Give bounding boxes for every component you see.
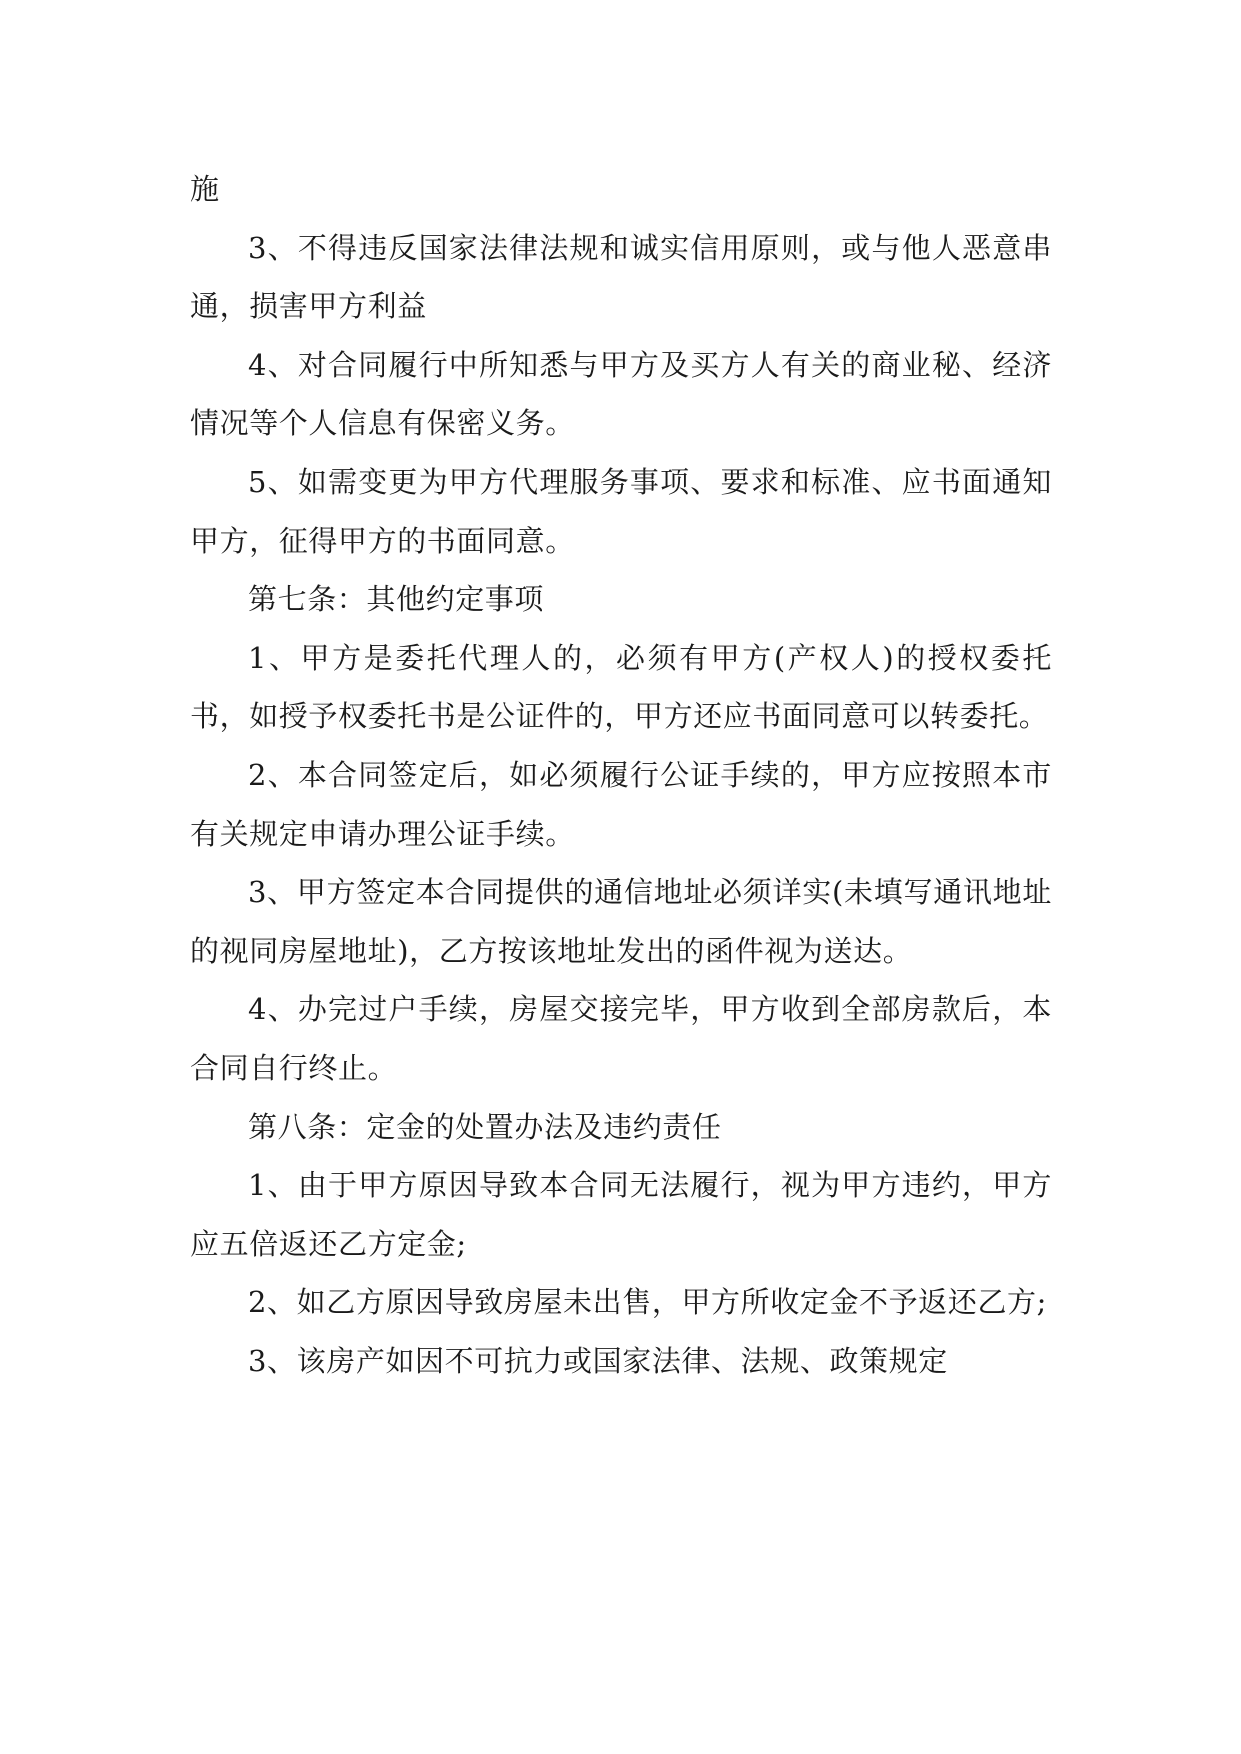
paragraph: 4、对合同履行中所知悉与甲方及买方人有关的商业秘、经济情况等个人信息有保密义务。 bbox=[190, 347, 1052, 441]
paragraph: 4、办完过户手续，房屋交接完毕，甲方收到全部房款后，本合同自行终止。 bbox=[190, 992, 1052, 1085]
paragraph: 1、由于甲方原因导致本合同无法履行，视为甲方违约，甲方应五倍返还乙方定金; bbox=[190, 1168, 1052, 1261]
paragraph: 2、本合同签定后，如必须履行公证手续的，甲方应按照本市有关规定申请办理公证手续。 bbox=[190, 757, 1052, 851]
paragraph: 施 bbox=[190, 172, 220, 206]
paragraph: 3、甲方签定本合同提供的通信地址必须详实(未填写通讯地址的视同房屋地址)，乙方按该地址发出的函件视为送达。 bbox=[190, 875, 1052, 968]
document-body bbox=[190, 160, 1052, 1390]
paragraph: 1、甲方是委托代理人的，必须有甲方(产权人)的授权委托书，如授予权委托书是公证件的，甲方还应书面同意可以转委托。 bbox=[190, 640, 1052, 734]
paragraph: 第七条：其他约定事项 bbox=[248, 582, 545, 617]
paragraph: 2、如乙方原因导致房屋未出售，甲方所收定金不予返还乙方; bbox=[248, 1285, 1048, 1320]
paragraph: 5、如需变更为甲方代理服务事项、要求和标准、应书面通知甲方，征得甲方的书面同意。 bbox=[190, 464, 1052, 558]
paragraph: 3、该房产如因不可抗力或国家法律、法规、政策规定 bbox=[248, 1343, 948, 1378]
paragraph: 第八条：定金的处置办法及违约责任 bbox=[248, 1109, 722, 1144]
paragraph: 3、不得违反国家法律法规和诚实信用原则，或与他人恶意串通，损害甲方利益 bbox=[190, 230, 1052, 324]
